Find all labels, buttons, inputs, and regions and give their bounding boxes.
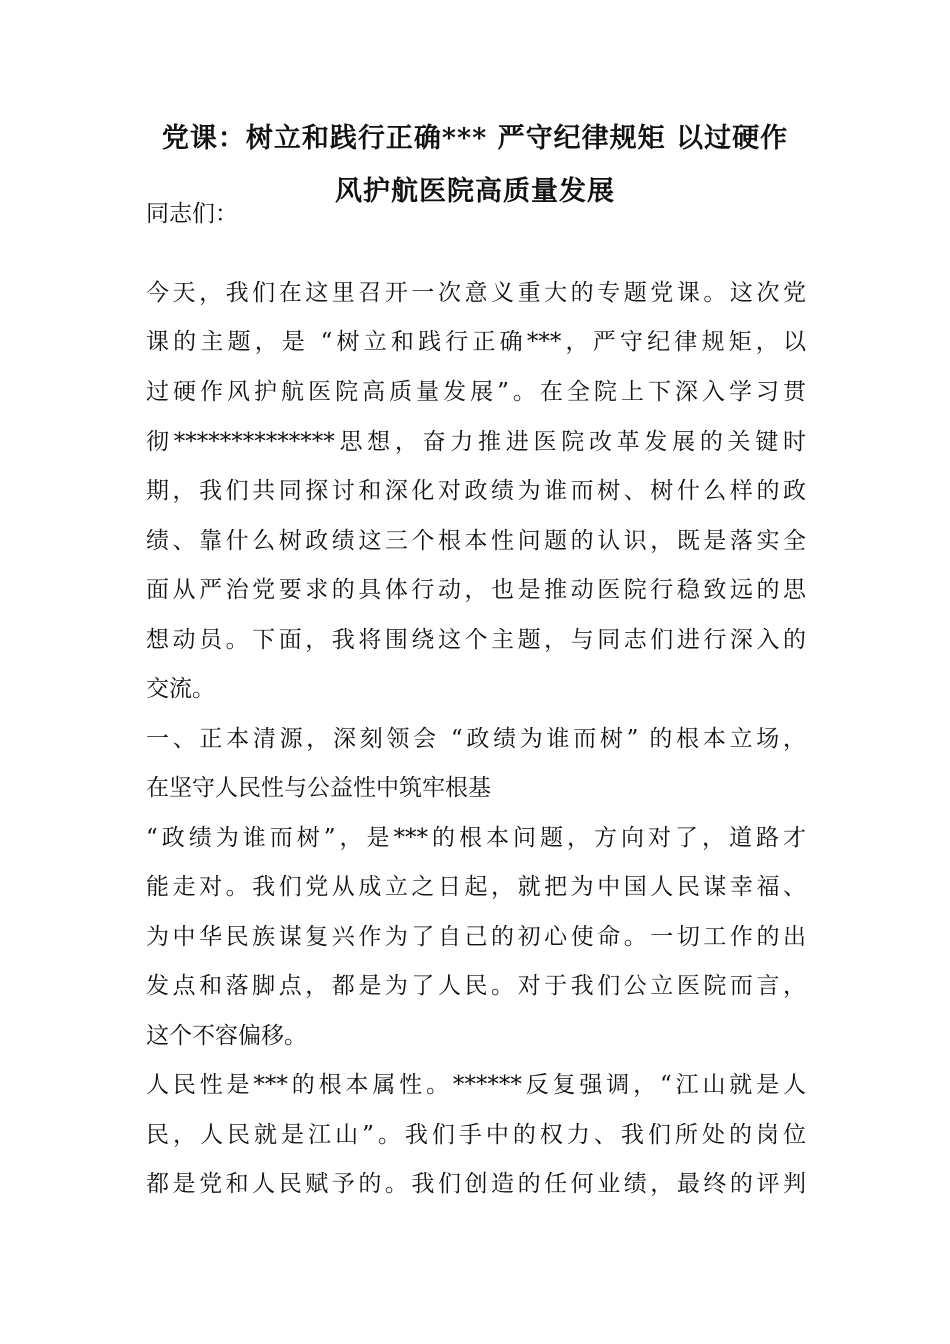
text-line: 彻**************思想，奋力推进医院改革发展的关键时 — [146, 429, 806, 455]
text-line: 一、正本清源，深刻领会 “政绩为谁而树” 的根本立场， — [146, 726, 806, 752]
text-line: 民，人民就是江山”。我们手中的权力、我们所处的岗位 — [146, 1122, 806, 1148]
text-line: 期，我们共同探讨和深化对政绩为谁而树、树什么样的政 — [146, 478, 806, 504]
text-line: 过硬作风护航医院高质量发展”。在全院上下深入学习贯 — [146, 379, 806, 405]
title-line-1: 党课：树立和践行正确*** 严守纪律规矩 以过硬作 — [161, 123, 789, 154]
text-line: 绩、靠什么树政绩这三个根本性问题的认识，既是落实全 — [146, 528, 806, 554]
text-line: 今天，我们在这里召开一次意义重大的专题党课。这次党 — [146, 280, 806, 306]
title-line-2: 风护航医院高质量发展 — [335, 176, 615, 207]
text-line: 在坚守人民性与公益性中筑牢根基 — [146, 775, 491, 801]
text-line: 为中华民族谋复兴作为了自己的初心使命。一切工作的出 — [146, 924, 806, 950]
text-line: 面从严治党要求的具体行动，也是推动医院行稳致远的思 — [146, 577, 806, 603]
text-line: 发点和落脚点，都是为了人民。对于我们公立医院而言， — [146, 973, 806, 999]
text-line: 课的主题，是 “树立和践行正确***，严守纪律规矩，以 — [146, 329, 806, 355]
text-line: 人民性是***的根本属性。******反复强调，“江山就是人 — [146, 1072, 806, 1098]
text-line: 能走对。我们党从成立之日起，就把为中国人民谋幸福、 — [146, 874, 806, 900]
text-line: 同志们： — [146, 201, 238, 227]
text-line: 这个不容偏移。 — [146, 1023, 307, 1049]
text-line: 都是党和人民赋予的。我们创造的任何业绩，最终的评判 — [146, 1171, 806, 1197]
text-line: “政绩为谁而树”，是***的根本问题，方向对了，道路才 — [146, 825, 806, 851]
text-line: 想动员。下面，我将围绕这个主题，与同志们进行深入的 — [146, 627, 806, 653]
text-line: 交流。 — [146, 676, 215, 702]
